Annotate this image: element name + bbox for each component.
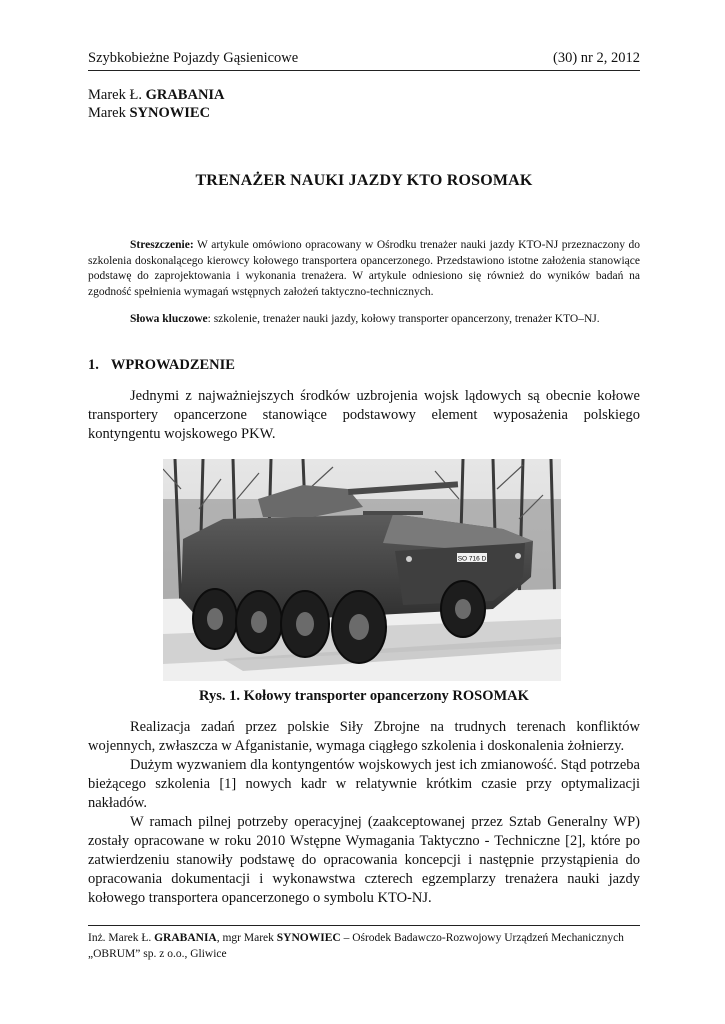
keywords: Słowa kluczowe: szkolenie, trenażer nauki jazdy, kołowy transporter opancerzony, trenażer KTO–NJ.	[130, 313, 600, 325]
body-paragraphs	[88, 718, 640, 908]
abstract-body: Streszczenie: W artykule omówiono opracowany w Ośrodku trenażer nauki jazdy KTO-NJ przeznaczony do szkolenia doskonalącego kierowcy kołowego transportera opancerzonego. Przedstawiono istotne założenia stanowiące podstawę do zaprojektowania i wykonania trenażera. W artykule odniesiono się również do wyników badań na zgodność spełnienia wymagań wstępnych założeń taktyczno-technicznych.	[88, 239, 640, 298]
journal-name: Szybkobieżne Pojazdy Gąsienicowe	[88, 50, 299, 66]
author-list	[88, 86, 225, 122]
section-heading-1: 1. WPROWADZENIE	[88, 357, 235, 373]
author-2: Marek SYNOWIEC	[88, 105, 211, 121]
body-paragraph: Realizacja zadań przez polskie Siły Zbrojne na trudnych terenach konfliktów wojennych, zwłaszcza w Afganistanie, wymaga ciągłego szkolenia i doskonalenia żołnierzy.	[88, 719, 640, 754]
abstract	[88, 238, 640, 328]
rosomak-photo	[163, 459, 561, 681]
issue-number: (30) nr 2, 2012	[553, 50, 640, 66]
license-plate: SO 716 D	[457, 555, 487, 563]
intro-paragraph: Jednymi z najważniejszych środków uzbrojenia wojsk lądowych są obecnie kołowe transportery opancerzone stanowiące podstawowy element wyposażenia polskiego kontyngentu wojskowego PKW.	[88, 388, 640, 442]
author-1: Marek Ł. GRABANIA	[88, 87, 225, 103]
paper-title: TRENAŻER NAUKI JAZDY KTO ROSOMAK	[195, 172, 533, 189]
running-header	[88, 50, 640, 71]
body-paragraph: Dużym wyzwaniem dla kontyngentów wojskowych jest ich zmianowość. Stąd potrzeba bieżącego szkolenia [1] nowych kadr w relatywnie krótkim czasie przy optymalizacji nakładów.	[88, 757, 640, 811]
keywords-label: Słowa kluczowe	[130, 313, 208, 325]
figure-caption: Rys. 1. Kołowy transporter opancerzony ROSOMAK	[199, 688, 529, 704]
author-affiliation-footnote: Inż. Marek Ł. GRABANIA, mgr Marek SYNOWIEC – Ośrodek Badawczo-Rozwojowy Urządzeń Mechanicznych „OBRUM” sp. z o.o., Gliwice	[88, 925, 640, 962]
abstract-label: Streszczenie:	[130, 239, 194, 251]
body-paragraph: W ramach pilnej potrzeby operacyjnej (zaakceptowanej przez Sztab Generalny WP) zostały opracowane w roku 2010 Wstępne Wymagania Taktyczno - Techniczne [2], które po zatwierdzeniu stanowiły podstawę do opracowania koncepcji i następnie przystąpienia do opracowania dokumentacji i wykonawstwa czterech egzemplarzy trenażera nauki jazdy kołowego transportera opancerzonego o symbolu KTO-NJ.	[88, 814, 640, 906]
